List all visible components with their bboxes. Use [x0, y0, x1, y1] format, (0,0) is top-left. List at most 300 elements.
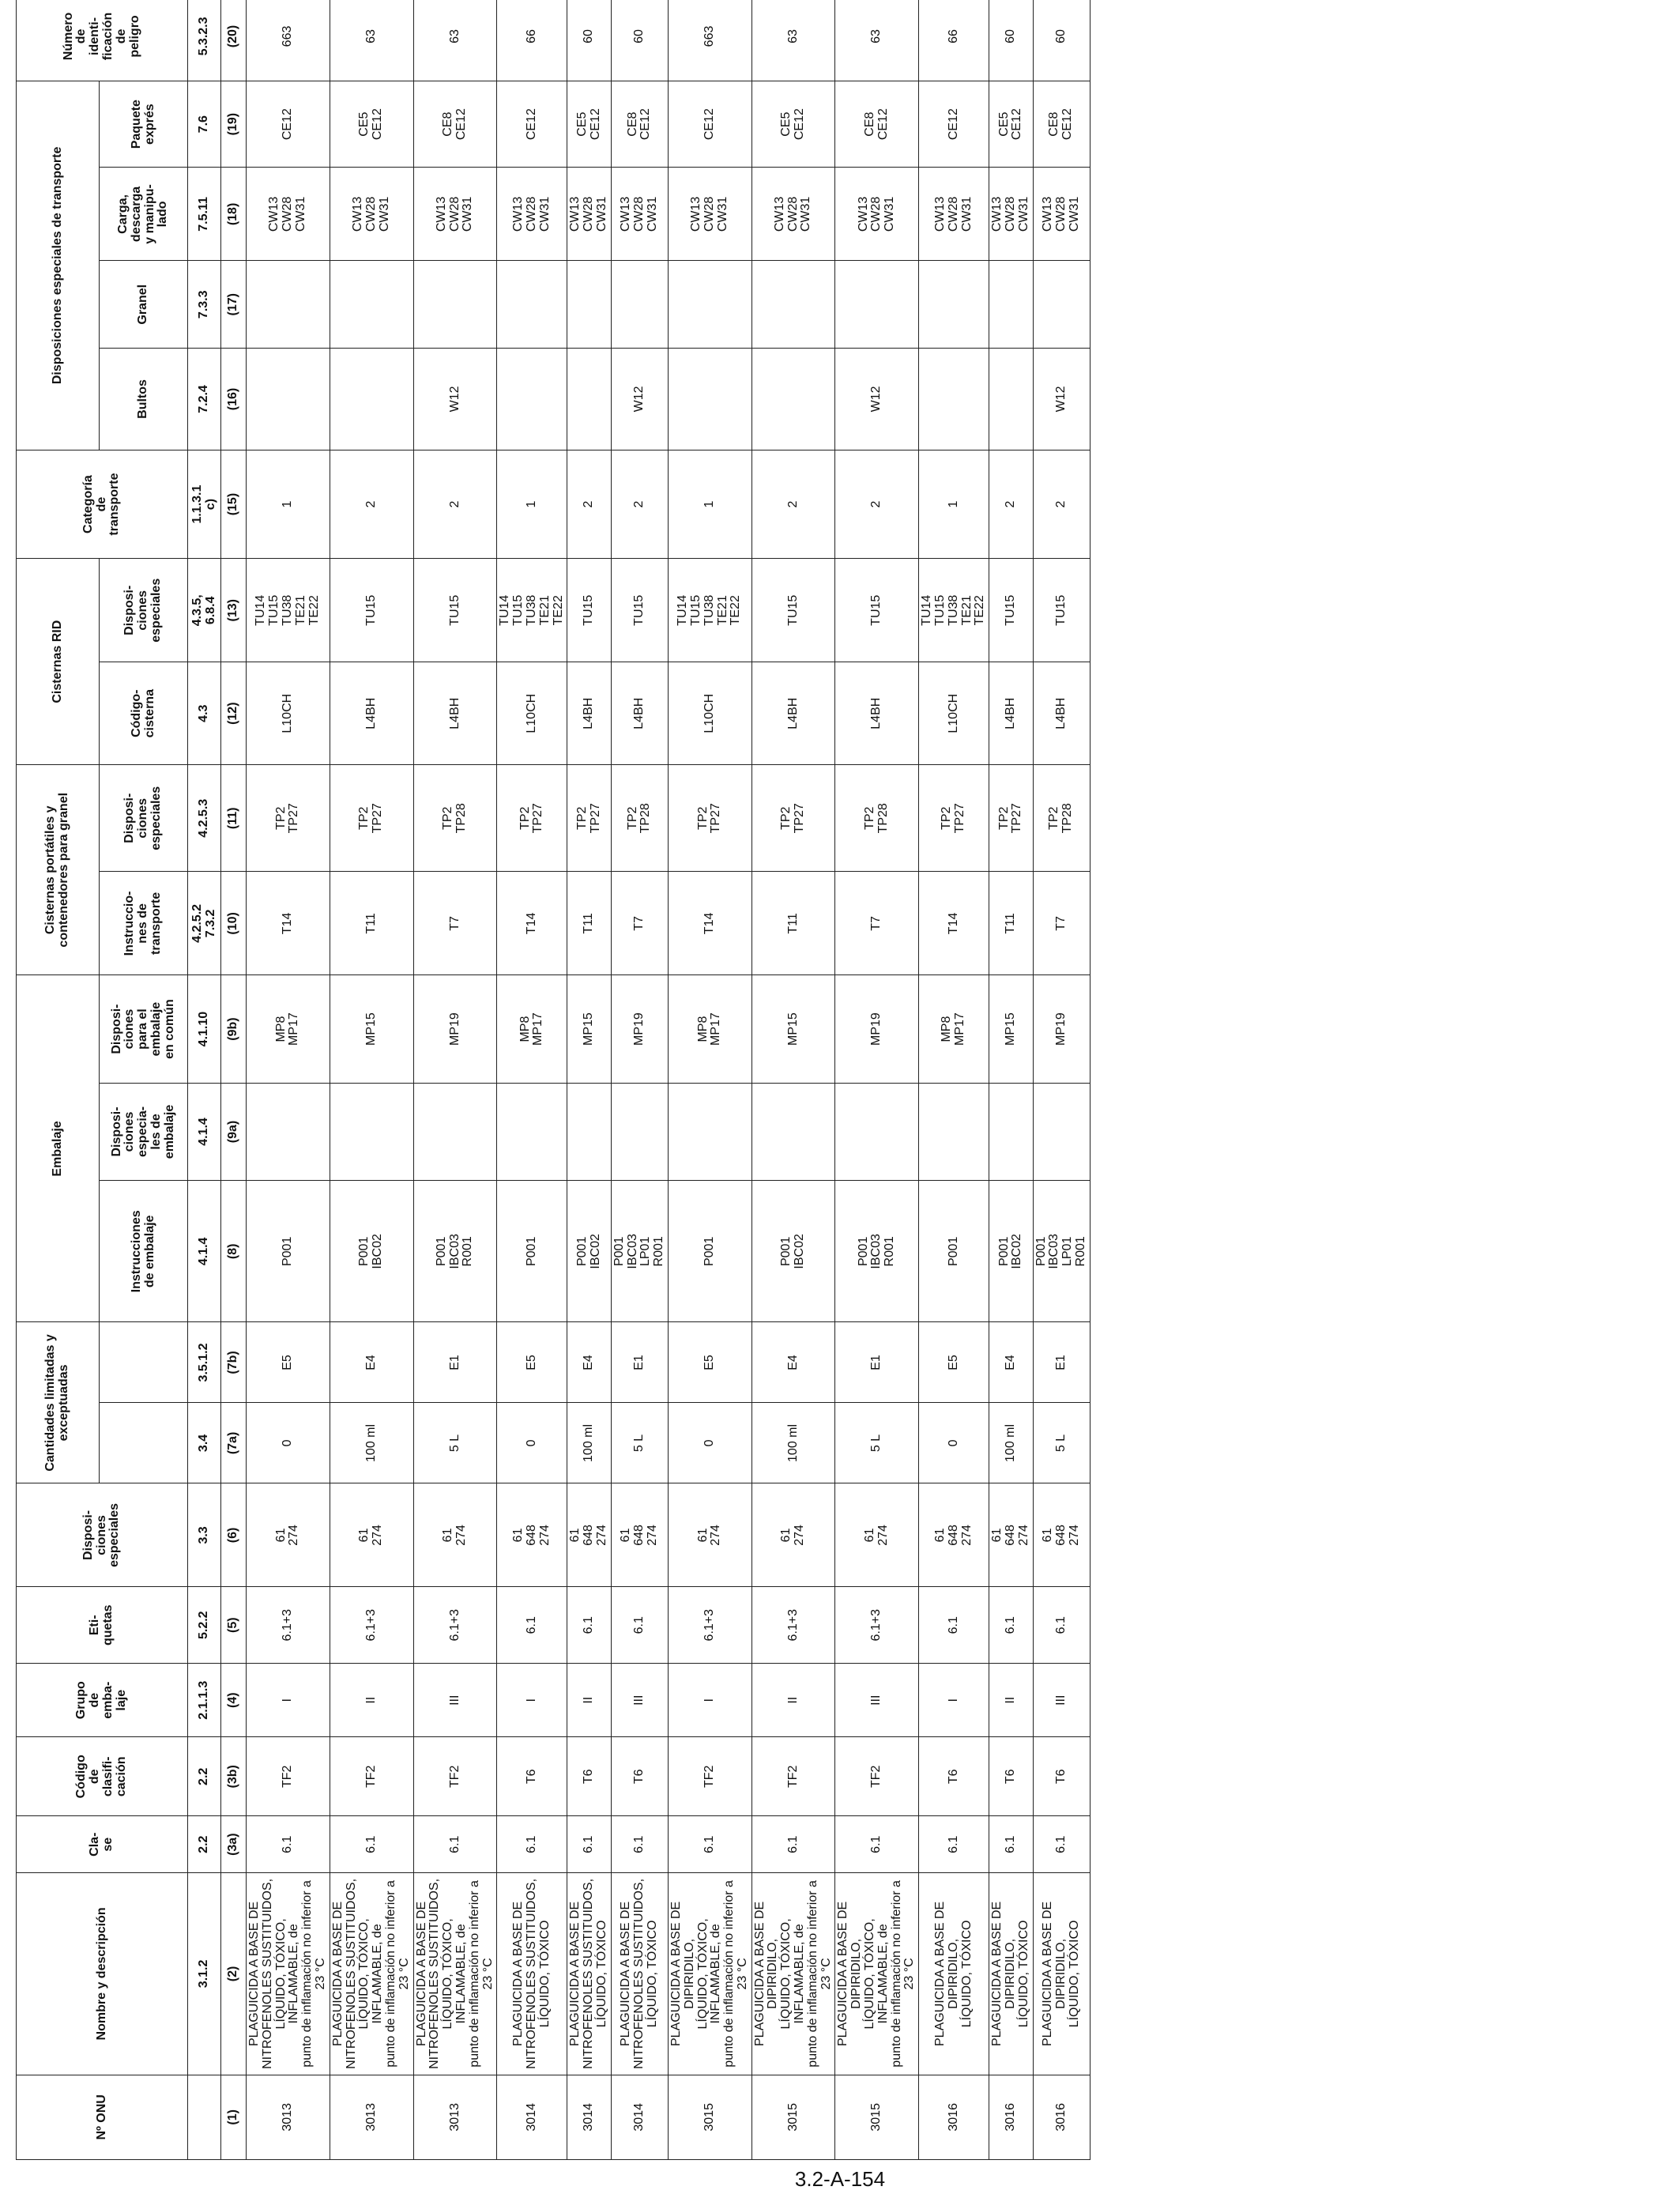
special-provisions-cell: 61 274 [247, 1483, 330, 1587]
mixed-packing-provisions-cell: MP15 [989, 975, 1033, 1083]
loading-handling-cell: CW13 CW28 CW31 [497, 168, 567, 261]
special-provisions-cell: 61 648 274 [611, 1483, 668, 1587]
express-parcel-cell: CE8 CE12 [611, 81, 668, 168]
transport-category-cell: 2 [989, 450, 1033, 558]
bulk-provisions-cell [919, 261, 989, 349]
column-reference: 4.3 [188, 662, 221, 765]
special-packing-provisions-cell [835, 1083, 919, 1180]
special-provisions-cell: 61 274 [835, 1483, 919, 1587]
transport-category-cell: 2 [835, 450, 919, 558]
column-number: (15) [221, 450, 247, 558]
labels-cell: 6.1+3 [247, 1587, 330, 1664]
tank-code-cell: L4BH [751, 662, 835, 765]
portable-tank-provisions-cell: TP2 TP27 [330, 765, 413, 872]
limited-quantity-cell: 100 ml [567, 1403, 611, 1483]
bulk-provisions-cell [611, 261, 668, 349]
group-header-cantidades: Cantidades limitadas y exceptuadas [17, 1322, 100, 1483]
col-header-disposiciones-especiales-cisternas: Disposi- ciones especiales [100, 765, 188, 872]
bulk-provisions-cell [668, 261, 751, 349]
limited-quantity-cell: 5 L [413, 1403, 497, 1483]
column-number: (1) [221, 2075, 247, 2159]
col-header-clase: Cla- se [17, 1816, 188, 1873]
transport-category-cell: 2 [1033, 450, 1090, 558]
special-provisions-cell: 61 648 274 [1033, 1483, 1090, 1587]
mixed-packing-provisions-cell: MP15 [567, 975, 611, 1083]
col-header-etiquetas: Eti- quetas [17, 1587, 188, 1664]
column-number: (12) [221, 662, 247, 765]
special-provisions-cell: 61 648 274 [497, 1483, 567, 1587]
express-parcel-cell: CE5 CE12 [330, 81, 413, 168]
col-header-paquete-expres: Paquete exprés [100, 81, 188, 168]
column-number: (9a) [221, 1083, 247, 1180]
col-header-onu: Nº ONU [17, 2075, 188, 2159]
column-reference: 7.6 [188, 81, 221, 168]
portable-tank-instructions-cell: T11 [989, 872, 1033, 975]
packages-provisions-cell: W12 [835, 349, 919, 450]
class-cell: 6.1 [989, 1816, 1033, 1873]
loading-handling-cell: CW13 CW28 CW31 [835, 168, 919, 261]
col-header-instrucciones-transporte: Instruccio- nes de transporte [100, 872, 188, 975]
column-number: (3a) [221, 1816, 247, 1873]
transport-category-cell: 1 [497, 450, 567, 558]
packing-instructions-cell: P001 IBC03 R001 [413, 1181, 497, 1322]
rid-tank-provisions-cell: TU15 [1033, 559, 1090, 662]
express-parcel-cell: CE12 [247, 81, 330, 168]
col-header-cantidad-limitada [100, 1403, 188, 1483]
portable-tank-instructions-cell: T7 [1033, 872, 1090, 975]
classification-code-cell: T6 [1033, 1737, 1090, 1816]
transport-category-cell: 1 [668, 450, 751, 558]
page-number: 3.2-A-154 [794, 2167, 886, 2191]
column-number: (10) [221, 872, 247, 975]
name-description-cell: PLAGUICIDA A BASE DE NITROFENOLES SUSTITUIDOS, LÍQUIDO, TÓXICO, INFLAMABLE, de punto de inflamación no inferior a 23 °C [247, 1873, 330, 2075]
tank-code-cell: L10CH [497, 662, 567, 765]
bulk-provisions-cell [567, 261, 611, 349]
special-packing-provisions-cell [1033, 1083, 1090, 1180]
transport-category-cell: 2 [611, 450, 668, 558]
mixed-packing-provisions-cell: MP15 [751, 975, 835, 1083]
col-header-codigo-clasificacion: Código de clasifi- cación [17, 1737, 188, 1816]
transport-category-cell: 1 [919, 450, 989, 558]
class-cell: 6.1 [247, 1816, 330, 1873]
transport-category-cell: 2 [751, 450, 835, 558]
packing-group-cell: III [835, 1664, 919, 1737]
mixed-packing-provisions-cell: MP8 MP17 [497, 975, 567, 1083]
loading-handling-cell: CW13 CW28 CW31 [611, 168, 668, 261]
un-number-cell: 3015 [835, 2075, 919, 2159]
col-header-nombre: Nombre y descripción [17, 1873, 188, 2075]
un-number-cell: 3016 [1033, 2075, 1090, 2159]
class-cell: 6.1 [413, 1816, 497, 1873]
labels-cell: 6.1 [611, 1587, 668, 1664]
express-parcel-cell: CE5 CE12 [751, 81, 835, 168]
un-number-cell: 3013 [413, 2075, 497, 2159]
classification-code-cell: T6 [611, 1737, 668, 1816]
packing-instructions-cell: P001 IBC02 [989, 1181, 1033, 1322]
express-parcel-cell: CE8 CE12 [1033, 81, 1090, 168]
classification-code-cell: TF2 [835, 1737, 919, 1816]
name-description-cell: PLAGUICIDA A BASE DE NITROFENOLES SUSTITUIDOS, LÍQUIDO, TÓXICO, INFLAMABLE, de punto de inflamación no inferior a 23 °C [413, 1873, 497, 2075]
special-packing-provisions-cell [247, 1083, 330, 1180]
hazard-number-cell: 66 [919, 0, 989, 81]
rid-tank-provisions-cell: TU15 [751, 559, 835, 662]
bulk-provisions-cell [989, 261, 1033, 349]
packing-instructions-cell: P001 [919, 1181, 989, 1322]
name-description-cell: PLAGUICIDA A BASE DE NITROFENOLES SUSTITUIDOS, LÍQUIDO, TÓXICO [611, 1873, 668, 2075]
transport-category-cell: 1 [247, 450, 330, 558]
name-description-cell: PLAGUICIDA A BASE DE DIPIRIDILO, LÍQUIDO, TÓXICO [1033, 1873, 1090, 2075]
packing-group-cell: II [330, 1664, 413, 1737]
column-reference: 4.2.5.3 [188, 765, 221, 872]
table-row [247, 0, 330, 2160]
col-header-disposiciones-especiales-rid: Disposi- ciones especiales [100, 559, 188, 662]
bulk-provisions-cell [1033, 261, 1090, 349]
column-reference: 3.4 [188, 1403, 221, 1483]
packing-instructions-cell: P001 IBC02 [751, 1181, 835, 1322]
excepted-quantity-cell: E4 [330, 1322, 413, 1403]
loading-handling-cell: CW13 CW28 CW31 [330, 168, 413, 261]
portable-tank-provisions-cell: TP2 TP28 [835, 765, 919, 872]
packages-provisions-cell [330, 349, 413, 450]
packages-provisions-cell [919, 349, 989, 450]
rid-tank-provisions-cell: TU15 [330, 559, 413, 662]
hazard-number-cell: 63 [835, 0, 919, 81]
packing-instructions-cell: P001 [247, 1181, 330, 1322]
limited-quantity-cell: 0 [247, 1403, 330, 1483]
class-cell: 6.1 [497, 1816, 567, 1873]
portable-tank-instructions-cell: T7 [835, 872, 919, 975]
packing-group-cell: II [567, 1664, 611, 1737]
special-provisions-cell: 61 648 274 [989, 1483, 1033, 1587]
bulk-provisions-cell [751, 261, 835, 349]
col-header-grupo-embalaje: Grupo de emba- laje [17, 1664, 188, 1737]
hazard-number-cell: 60 [611, 0, 668, 81]
column-reference: 2.1.1.3 [188, 1664, 221, 1737]
express-parcel-cell: CE8 CE12 [413, 81, 497, 168]
column-number: (5) [221, 1587, 247, 1664]
column-reference: 5.2.2 [188, 1587, 221, 1664]
packages-provisions-cell: W12 [611, 349, 668, 450]
excepted-quantity-cell: E1 [413, 1322, 497, 1403]
hazard-number-cell: 663 [668, 0, 751, 81]
column-reference: 7.3.3 [188, 261, 221, 349]
column-reference: 4.1.4 [188, 1181, 221, 1322]
excepted-quantity-cell: E5 [668, 1322, 751, 1403]
tank-code-cell: L4BH [567, 662, 611, 765]
column-reference: 7.5.11 [188, 168, 221, 261]
portable-tank-instructions-cell: T14 [919, 872, 989, 975]
excepted-quantity-cell: E4 [989, 1322, 1033, 1403]
col-header-bultos: Bultos [100, 349, 188, 450]
classification-code-cell: T6 [567, 1737, 611, 1816]
packages-provisions-cell [751, 349, 835, 450]
col-header-embalaje-comun: Disposi- ciones para el embalaje en común [100, 975, 188, 1083]
special-provisions-cell: 61 648 274 [567, 1483, 611, 1587]
portable-tank-provisions-cell: TP2 TP28 [1033, 765, 1090, 872]
hazard-number-cell: 663 [247, 0, 330, 81]
excepted-quantity-cell: E5 [247, 1322, 330, 1403]
excepted-quantity-cell: E5 [919, 1322, 989, 1403]
hazard-number-cell: 63 [413, 0, 497, 81]
name-description-cell: PLAGUICIDA A BASE DE NITROFENOLES SUSTITUIDOS, LÍQUIDO, TÓXICO [497, 1873, 567, 2075]
bulk-provisions-cell [247, 261, 330, 349]
rid-tank-provisions-cell: TU15 [989, 559, 1033, 662]
un-number-cell: 3014 [497, 2075, 567, 2159]
packing-instructions-cell: P001 [668, 1181, 751, 1322]
packing-group-cell: I [247, 1664, 330, 1737]
group-header-disposiciones-transporte: Disposiciones especiales de transporte [17, 81, 100, 450]
special-packing-provisions-cell [413, 1083, 497, 1180]
special-packing-provisions-cell [751, 1083, 835, 1180]
classification-code-cell: T6 [497, 1737, 567, 1816]
packing-instructions-cell: P001 IBC03 LP01 R001 [611, 1181, 668, 1322]
classification-code-cell: T6 [989, 1737, 1033, 1816]
group-header-embalaje: Embalaje [17, 975, 100, 1322]
col-header-granel: Granel [100, 261, 188, 349]
hazard-number-cell: 60 [989, 0, 1033, 81]
tank-code-cell: L10CH [668, 662, 751, 765]
portable-tank-provisions-cell: TP2 TP27 [567, 765, 611, 872]
limited-quantity-cell: 100 ml [330, 1403, 413, 1483]
hazard-number-cell: 66 [497, 0, 567, 81]
express-parcel-cell: CE5 CE12 [989, 81, 1033, 168]
packing-group-cell: III [413, 1664, 497, 1737]
column-number: (7b) [221, 1322, 247, 1403]
col-header-disposiciones-especiales: Disposi- ciones especiales [17, 1483, 188, 1587]
limited-quantity-cell: 0 [497, 1403, 567, 1483]
un-number-cell: 3014 [567, 2075, 611, 2159]
name-description-cell: PLAGUICIDA A BASE DE NITROFENOLES SUSTITUIDOS, LÍQUIDO, TÓXICO, INFLAMABLE, de punto de inflamación no inferior a 23 °C [330, 1873, 413, 2075]
name-description-cell: PLAGUICIDA A BASE DE DIPIRIDILO, LÍQUIDO, TÓXICO, INFLAMABLE, de punto de inflamación no inferior a 23 °C [751, 1873, 835, 2075]
column-number: (19) [221, 81, 247, 168]
class-cell: 6.1 [668, 1816, 751, 1873]
column-reference: 4.1.4 [188, 1083, 221, 1180]
rotated-table-wrapper [16, 0, 1088, 2160]
column-number: (9b) [221, 975, 247, 1083]
table-row [330, 0, 413, 2160]
portable-tank-provisions-cell: TP2 TP27 [247, 765, 330, 872]
tank-code-cell: L4BH [1033, 662, 1090, 765]
class-cell: 6.1 [567, 1816, 611, 1873]
loading-handling-cell: CW13 CW28 CW31 [247, 168, 330, 261]
packages-provisions-cell [497, 349, 567, 450]
un-number-cell: 3013 [247, 2075, 330, 2159]
col-header-disposiciones-especiales-embalaje: Disposi- ciones especia- les de embalaje [100, 1083, 188, 1180]
column-reference: 4.1.10 [188, 975, 221, 1083]
portable-tank-instructions-cell: T14 [668, 872, 751, 975]
rid-tank-provisions-cell: TU14 TU15 TU38 TE21 TE22 [668, 559, 751, 662]
classification-code-cell: TF2 [330, 1737, 413, 1816]
tank-code-cell: L10CH [247, 662, 330, 765]
column-number: (20) [221, 0, 247, 81]
un-number-cell: 3015 [751, 2075, 835, 2159]
packing-instructions-cell: P001 [497, 1181, 567, 1322]
classification-code-cell: TF2 [247, 1737, 330, 1816]
col-header-instrucciones-embalaje: Instrucciones de embalaje [100, 1181, 188, 1322]
limited-quantity-cell: 5 L [1033, 1403, 1090, 1483]
excepted-quantity-cell: E1 [835, 1322, 919, 1403]
packing-group-cell: I [668, 1664, 751, 1737]
special-packing-provisions-cell [611, 1083, 668, 1180]
mixed-packing-provisions-cell: MP8 MP17 [247, 975, 330, 1083]
limited-quantity-cell: 100 ml [751, 1403, 835, 1483]
packing-group-cell: I [919, 1664, 989, 1737]
col-header-categoria-transporte: Categoría de transporte [17, 450, 188, 558]
table-row [668, 0, 751, 2160]
column-reference: 7.2.4 [188, 349, 221, 450]
tank-code-cell: L4BH [330, 662, 413, 765]
column-number: (7a) [221, 1403, 247, 1483]
column-number: (3b) [221, 1737, 247, 1816]
excepted-quantity-cell: E1 [1033, 1322, 1090, 1403]
class-cell: 6.1 [751, 1816, 835, 1873]
special-packing-provisions-cell [330, 1083, 413, 1180]
limited-quantity-cell: 100 ml [989, 1403, 1033, 1483]
table-row [611, 0, 668, 2160]
packing-group-cell: III [1033, 1664, 1090, 1737]
packing-instructions-cell: P001 IBC02 [330, 1181, 413, 1322]
mixed-packing-provisions-cell: MP19 [1033, 975, 1090, 1083]
class-cell: 6.1 [611, 1816, 668, 1873]
col-header-codigo-cisterna: Código- cisterna [100, 662, 188, 765]
class-cell: 6.1 [330, 1816, 413, 1873]
express-parcel-cell: CE12 [497, 81, 567, 168]
packages-provisions-cell [247, 349, 330, 450]
mixed-packing-provisions-cell: MP19 [413, 975, 497, 1083]
portable-tank-provisions-cell: TP2 TP27 [751, 765, 835, 872]
column-number: (8) [221, 1181, 247, 1322]
labels-cell: 6.1+3 [668, 1587, 751, 1664]
packing-instructions-cell: P001 IBC02 [567, 1181, 611, 1322]
excepted-quantity-cell: E1 [611, 1322, 668, 1403]
portable-tank-instructions-cell: T14 [247, 872, 330, 975]
loading-handling-cell: CW13 CW28 CW31 [413, 168, 497, 261]
labels-cell: 6.1 [989, 1587, 1033, 1664]
column-number: (16) [221, 349, 247, 450]
special-packing-provisions-cell [668, 1083, 751, 1180]
name-description-cell: PLAGUICIDA A BASE DE DIPIRIDILO, LÍQUIDO, TÓXICO [989, 1873, 1033, 2075]
col-header-carga: Carga, descarga y manipu- lado [100, 168, 188, 261]
un-number-cell: 3016 [989, 2075, 1033, 2159]
tank-code-cell: L4BH [989, 662, 1033, 765]
special-packing-provisions-cell [919, 1083, 989, 1180]
bulk-provisions-cell [835, 261, 919, 349]
rid-tank-provisions-cell: TU14 TU15 TU38 TE21 TE22 [247, 559, 330, 662]
special-packing-provisions-cell [497, 1083, 567, 1180]
rid-tank-provisions-cell: TU15 [611, 559, 668, 662]
column-reference: 3.5.1.2 [188, 1322, 221, 1403]
special-provisions-cell: 61 648 274 [919, 1483, 989, 1587]
hazard-number-cell: 60 [567, 0, 611, 81]
group-header-cisternas-portatiles: Cisternas portátiles y contenedores para granel [17, 765, 100, 975]
labels-cell: 6.1+3 [330, 1587, 413, 1664]
labels-cell: 6.1+3 [751, 1587, 835, 1664]
mixed-packing-provisions-cell: MP8 MP17 [919, 975, 989, 1083]
name-description-cell: PLAGUICIDA A BASE DE DIPIRIDILO, LÍQUIDO, TÓXICO [919, 1873, 989, 2075]
express-parcel-cell: CE5 CE12 [567, 81, 611, 168]
labels-cell: 6.1 [567, 1587, 611, 1664]
bulk-provisions-cell [413, 261, 497, 349]
special-packing-provisions-cell [989, 1083, 1033, 1180]
packing-group-cell: III [611, 1664, 668, 1737]
hazard-number-cell: 63 [751, 0, 835, 81]
packing-instructions-cell: P001 IBC03 LP01 R001 [1033, 1181, 1090, 1322]
mixed-packing-provisions-cell: MP19 [611, 975, 668, 1083]
rid-tank-provisions-cell: TU15 [413, 559, 497, 662]
portable-tank-instructions-cell: T14 [497, 872, 567, 975]
special-provisions-cell: 61 274 [330, 1483, 413, 1587]
un-number-cell: 3015 [668, 2075, 751, 2159]
column-reference: 3.1.2 [188, 1873, 221, 2075]
tank-code-cell: L10CH [919, 662, 989, 765]
portable-tank-provisions-cell: TP2 TP27 [497, 765, 567, 872]
class-cell: 6.1 [1033, 1816, 1090, 1873]
column-number: (17) [221, 261, 247, 349]
classification-code-cell: TF2 [668, 1737, 751, 1816]
loading-handling-cell: CW13 CW28 CW31 [919, 168, 989, 261]
bulk-provisions-cell [330, 261, 413, 349]
header-row-column-numbers [221, 0, 247, 2160]
column-number: (6) [221, 1483, 247, 1587]
mixed-packing-provisions-cell: MP15 [330, 975, 413, 1083]
loading-handling-cell: CW13 CW28 CW31 [989, 168, 1033, 261]
classification-code-cell: T6 [919, 1737, 989, 1816]
special-provisions-cell: 61 274 [668, 1483, 751, 1587]
column-reference: 2.2 [188, 1737, 221, 1816]
special-packing-provisions-cell [567, 1083, 611, 1180]
mixed-packing-provisions-cell: MP19 [835, 975, 919, 1083]
rid-tank-provisions-cell: TU15 [835, 559, 919, 662]
rid-tank-provisions-cell: TU14 TU15 TU38 TE21 TE22 [919, 559, 989, 662]
excepted-quantity-cell: E4 [751, 1322, 835, 1403]
name-description-cell: PLAGUICIDA A BASE DE DIPIRIDILO, LÍQUIDO, TÓXICO, INFLAMABLE, de punto de inflamación no inferior a 23 °C [835, 1873, 919, 2075]
dangerous-goods-table [16, 0, 1090, 2160]
column-number: (2) [221, 1873, 247, 2075]
transport-category-cell: 2 [567, 450, 611, 558]
express-parcel-cell: CE12 [919, 81, 989, 168]
special-provisions-cell: 61 274 [413, 1483, 497, 1587]
rid-tank-provisions-cell: TU15 [567, 559, 611, 662]
packages-provisions-cell: W12 [413, 349, 497, 450]
rid-tank-provisions-cell: TU14 TU15 TU38 TE21 TE22 [497, 559, 567, 662]
loading-handling-cell: CW13 CW28 CW31 [567, 168, 611, 261]
col-header-cantidad-exceptuada [100, 1322, 188, 1403]
column-number: (11) [221, 765, 247, 872]
bulk-provisions-cell [497, 261, 567, 349]
labels-cell: 6.1 [919, 1587, 989, 1664]
limited-quantity-cell: 5 L [835, 1403, 919, 1483]
tank-code-cell: L4BH [413, 662, 497, 765]
labels-cell: 6.1+3 [413, 1587, 497, 1664]
column-reference: 1.1.3.1 c) [188, 450, 221, 558]
classification-code-cell: TF2 [751, 1737, 835, 1816]
packages-provisions-cell [989, 349, 1033, 450]
portable-tank-provisions-cell: TP2 TP27 [989, 765, 1033, 872]
packages-provisions-cell [668, 349, 751, 450]
table-row [413, 0, 497, 2160]
col-header-numero-peligro: Número de identi- ficación de peligro [17, 0, 188, 81]
excepted-quantity-cell: E4 [567, 1322, 611, 1403]
hazard-number-cell: 63 [330, 0, 413, 81]
portable-tank-instructions-cell: T7 [413, 872, 497, 975]
portable-tank-instructions-cell: T11 [751, 872, 835, 975]
column-number: (18) [221, 168, 247, 261]
express-parcel-cell: CE8 CE12 [835, 81, 919, 168]
table-row [751, 0, 835, 2160]
portable-tank-provisions-cell: TP2 TP28 [611, 765, 668, 872]
labels-cell: 6.1 [497, 1587, 567, 1664]
special-provisions-cell: 61 274 [751, 1483, 835, 1587]
